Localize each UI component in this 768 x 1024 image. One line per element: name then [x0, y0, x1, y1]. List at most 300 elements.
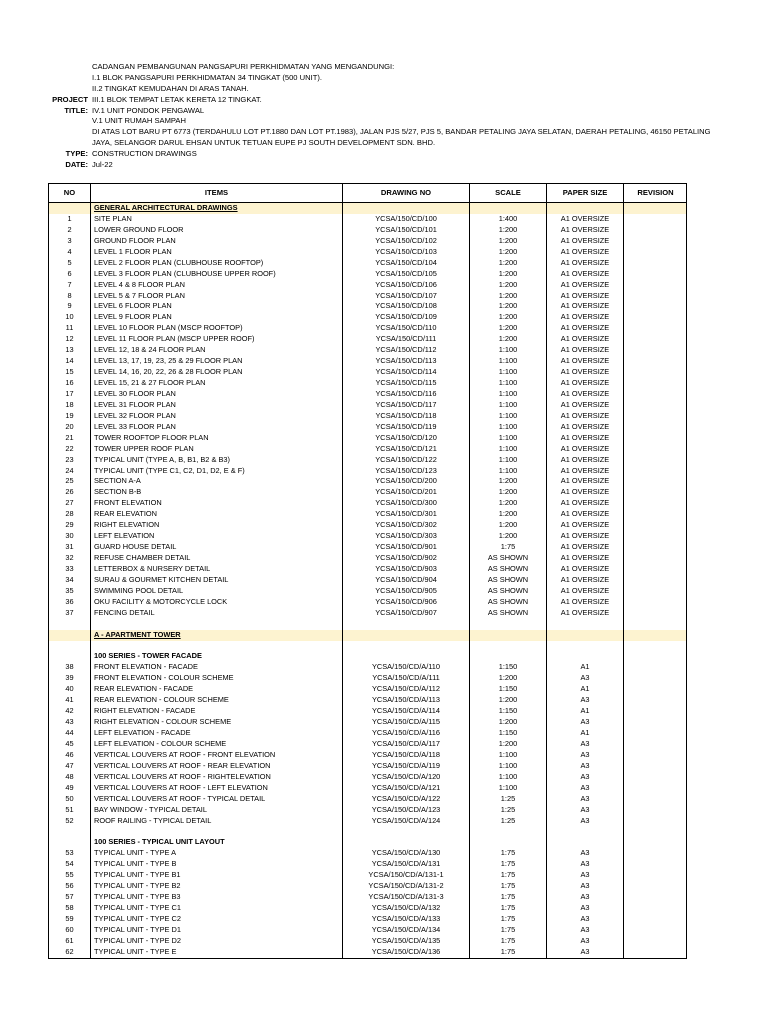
- row-revision: [623, 575, 687, 586]
- row-paper-size: [546, 837, 623, 848]
- row-scale: 1:400: [469, 214, 546, 225]
- header-text: I.1 BLOK PANGSAPURI PERKHIDMATAN 34 TINGKAT (500 UNIT).: [92, 72, 322, 82]
- row-revision: [623, 794, 687, 805]
- row-item: LEVEL 15, 21 & 27 FLOOR PLAN: [90, 378, 342, 389]
- row-revision: [623, 291, 687, 302]
- row-scale: 1:100: [469, 356, 546, 367]
- col-header-paper-size: PAPER SIZE: [546, 184, 623, 202]
- row-item: LEVEL 30 FLOOR PLAN: [90, 389, 342, 400]
- row-item: FRONT ELEVATION: [90, 498, 342, 509]
- row-no: 33: [65, 563, 74, 573]
- row-no: 35: [65, 585, 74, 595]
- row-paper-size: A1 OVERSIZE: [546, 280, 623, 291]
- row-paper-size: [546, 203, 623, 214]
- row-revision: [623, 914, 687, 925]
- row-item: LEVEL 10 FLOOR PLAN (MSCP ROOFTOP): [90, 323, 342, 334]
- row-drawing-no: YCSA/150/CD/A/123: [342, 805, 469, 816]
- row-paper-size: A1 OVERSIZE: [546, 498, 623, 509]
- table-row: [49, 312, 686, 323]
- row-revision: [623, 400, 687, 411]
- row-paper-size: [546, 651, 623, 662]
- row-item: RIGHT ELEVATION - FACADE: [90, 706, 342, 717]
- row-paper-size: A1 OVERSIZE: [546, 487, 623, 498]
- blank-row: [49, 619, 686, 630]
- row-item: LEVEL 33 FLOOR PLAN: [90, 422, 342, 433]
- row-paper-size: A3: [546, 695, 623, 706]
- row-revision: [623, 323, 687, 334]
- row-scale: 1:100: [469, 422, 546, 433]
- row-revision: [623, 367, 687, 378]
- table-row: [49, 575, 686, 586]
- row-revision: [623, 509, 687, 520]
- row-paper-size: A1 OVERSIZE: [546, 247, 623, 258]
- row-item: LEVEL 14, 16, 20, 22, 26 & 28 FLOOR PLAN: [90, 367, 342, 378]
- row-revision: [623, 433, 687, 444]
- row-scale: 1:200: [469, 520, 546, 531]
- row-revision: [623, 455, 687, 466]
- row-no: 23: [65, 454, 74, 464]
- header-text: CONSTRUCTION DRAWINGS: [92, 149, 197, 159]
- header-line: [0, 116, 768, 127]
- row-revision: [623, 487, 687, 498]
- row-paper-size: A1 OVERSIZE: [546, 334, 623, 345]
- row-item: [90, 619, 342, 630]
- row-no: 62: [65, 946, 74, 956]
- row-revision: [623, 673, 687, 684]
- row-item: [90, 651, 342, 662]
- row-no: 49: [65, 782, 74, 792]
- table-row: [49, 892, 686, 903]
- row-item: LOWER GROUND FLOOR: [90, 225, 342, 236]
- row-no: 44: [65, 728, 74, 737]
- row-scale: 1:25: [469, 816, 546, 827]
- row-revision: [623, 225, 687, 236]
- row-scale: 1:200: [469, 247, 546, 258]
- header-line: [0, 106, 768, 117]
- row-drawing-no: YCSA/150/CD/105: [342, 269, 469, 280]
- row-scale: AS SHOWN: [469, 608, 546, 619]
- row-no: 2: [67, 224, 72, 234]
- row-item: LEVEL 5 & 7 FLOOR PLAN: [90, 291, 342, 302]
- row-item: VERTICAL LOUVERS AT ROOF - FRONT ELEVATION: [90, 750, 342, 761]
- row-paper-size: A1 OVERSIZE: [546, 531, 623, 542]
- table-row: [49, 761, 686, 772]
- row-paper-size: A3: [546, 673, 623, 684]
- row-scale: [469, 837, 546, 848]
- row-item: TOWER UPPER ROOF PLAN: [90, 444, 342, 455]
- row-revision: [623, 870, 687, 881]
- row-no: 32: [65, 553, 74, 562]
- row-paper-size: A1 OVERSIZE: [546, 433, 623, 444]
- row-scale: [469, 630, 546, 641]
- row-drawing-no: YCSA/150/CD/A/133: [342, 914, 469, 925]
- row-item: [90, 203, 342, 214]
- row-scale: 1:200: [469, 695, 546, 706]
- row-revision: [623, 903, 687, 914]
- row-no: 56: [65, 881, 74, 891]
- header-text: Jul-22: [92, 160, 113, 170]
- row-revision: [623, 706, 687, 717]
- drawing-register-table: [48, 183, 687, 959]
- row-revision: [623, 422, 687, 433]
- row-drawing-no: YCSA/150/CD/111: [342, 334, 469, 345]
- row-no: 29: [65, 520, 74, 530]
- subsection-row: [49, 651, 686, 662]
- row-drawing-no: YCSA/150/CD/116: [342, 389, 469, 400]
- row-scale: AS SHOWN: [469, 597, 546, 608]
- row-scale: AS SHOWN: [469, 575, 546, 586]
- table-row: [49, 717, 686, 728]
- row-paper-size: A1: [546, 662, 623, 673]
- row-revision: [623, 203, 687, 214]
- header-label: TYPE:: [65, 149, 88, 159]
- table-row: [49, 214, 686, 225]
- row-no: 60: [65, 924, 74, 934]
- table-row: [49, 345, 686, 356]
- header-line: [0, 62, 768, 73]
- row-revision: [623, 859, 687, 870]
- row-drawing-no: YCSA/150/CD/A/124: [342, 816, 469, 827]
- row-scale: 1:100: [469, 761, 546, 772]
- row-no: 1: [67, 213, 72, 223]
- row-drawing-no: YCSA/150/CD/102: [342, 236, 469, 247]
- row-no: 51: [65, 804, 74, 814]
- row-item: VERTICAL LOUVERS AT ROOF - LEFT ELEVATION: [90, 783, 342, 794]
- col-header-items: ITEMS: [90, 184, 342, 202]
- row-revision: [623, 662, 687, 673]
- row-scale: 1:200: [469, 498, 546, 509]
- row-item: TYPICAL UNIT - TYPE E: [90, 947, 342, 958]
- row-no: 48: [65, 771, 74, 781]
- row-scale: 1:200: [469, 476, 546, 487]
- row-paper-size: A3: [546, 903, 623, 914]
- row-drawing-no: YCSA/150/CD/114: [342, 367, 469, 378]
- row-drawing-no: YCSA/150/CD/A/122: [342, 794, 469, 805]
- row-no: 22: [65, 443, 74, 453]
- row-revision: [623, 608, 687, 619]
- row-drawing-no: YCSA/150/CD/113: [342, 356, 469, 367]
- row-no: 54: [65, 859, 74, 869]
- row-scale: 1:75: [469, 892, 546, 903]
- row-drawing-no: YCSA/150/CD/903: [342, 564, 469, 575]
- row-no: 27: [65, 498, 74, 508]
- row-paper-size: A3: [546, 859, 623, 870]
- row-revision: [623, 641, 687, 652]
- row-paper-size: [546, 641, 623, 652]
- row-no: 28: [65, 509, 74, 519]
- row-item: FRONT ELEVATION - FACADE: [90, 662, 342, 673]
- row-no: 5: [67, 257, 72, 267]
- row-revision: [623, 848, 687, 859]
- row-paper-size: A1 OVERSIZE: [546, 356, 623, 367]
- row-revision: [623, 936, 687, 947]
- row-no: 52: [65, 815, 74, 825]
- table-row: [49, 498, 686, 509]
- row-no: 6: [67, 268, 72, 278]
- table-row: [49, 564, 686, 575]
- row-drawing-no: YCSA/150/CD/108: [342, 301, 469, 312]
- blank-row: [49, 826, 686, 837]
- row-paper-size: A1 OVERSIZE: [546, 301, 623, 312]
- row-revision: [623, 301, 687, 312]
- row-scale: 1:100: [469, 411, 546, 422]
- row-item: TYPICAL UNIT - TYPE B2: [90, 881, 342, 892]
- row-scale: [469, 203, 546, 214]
- row-item: TYPICAL UNIT - TYPE B: [90, 859, 342, 870]
- table-row: [49, 291, 686, 302]
- row-drawing-no: YCSA/150/CD/122: [342, 455, 469, 466]
- row-item: TYPICAL UNIT - TYPE B1: [90, 870, 342, 881]
- row-drawing-no: YCSA/150/CD/905: [342, 586, 469, 597]
- row-drawing-no: YCSA/150/CD/A/112: [342, 684, 469, 695]
- row-drawing-no: YCSA/150/CD/103: [342, 247, 469, 258]
- row-scale: 1:100: [469, 466, 546, 477]
- row-no: 30: [65, 531, 74, 541]
- row-scale: 1:200: [469, 509, 546, 520]
- row-paper-size: [546, 630, 623, 641]
- row-drawing-no: [342, 203, 469, 214]
- table-row: [49, 870, 686, 881]
- row-revision: [623, 826, 687, 837]
- row-paper-size: A1 OVERSIZE: [546, 466, 623, 477]
- row-scale: 1:200: [469, 531, 546, 542]
- row-paper-size: A3: [546, 947, 623, 958]
- row-paper-size: A1 OVERSIZE: [546, 367, 623, 378]
- row-scale: [469, 619, 546, 630]
- row-scale: 1:75: [469, 936, 546, 947]
- table-row: [49, 794, 686, 805]
- row-no: 19: [65, 410, 74, 420]
- table-row: [49, 323, 686, 334]
- row-scale: 1:150: [469, 662, 546, 673]
- row-revision: [623, 334, 687, 345]
- row-item: VERTICAL LOUVERS AT ROOF - TYPICAL DETAIL: [90, 794, 342, 805]
- row-revision: [623, 564, 687, 575]
- header-text: V.1 UNIT RUMAH SAMPAH: [92, 116, 186, 126]
- row-scale: 1:200: [469, 258, 546, 269]
- row-item: [90, 837, 342, 848]
- table-row: [49, 728, 686, 739]
- row-drawing-no: YCSA/150/CD/A/136: [342, 947, 469, 958]
- row-revision: [623, 531, 687, 542]
- row-item: SITE PLAN: [90, 214, 342, 225]
- table-row: [49, 936, 686, 947]
- row-scale: 1:25: [469, 794, 546, 805]
- row-item: BAY WINDOW - TYPICAL DETAIL: [90, 805, 342, 816]
- row-revision: [623, 750, 687, 761]
- row-item: TYPICAL UNIT - TYPE D2: [90, 936, 342, 947]
- row-item: LEVEL 32 FLOOR PLAN: [90, 411, 342, 422]
- row-paper-size: A3: [546, 936, 623, 947]
- row-paper-size: A1 OVERSIZE: [546, 542, 623, 553]
- header-label: DATE:: [65, 160, 88, 170]
- table-row: [49, 356, 686, 367]
- subsection-title: 100 SERIES - TOWER FACADE: [94, 651, 202, 661]
- row-drawing-no: YCSA/150/CD/101: [342, 225, 469, 236]
- row-drawing-no: YCSA/150/CD/906: [342, 597, 469, 608]
- row-paper-size: A3: [546, 761, 623, 772]
- table-row: [49, 859, 686, 870]
- row-no: 16: [65, 378, 74, 387]
- row-paper-size: A1 OVERSIZE: [546, 389, 623, 400]
- row-item: TYPICAL UNIT (TYPE A, B, B1, B2 & B3): [90, 455, 342, 466]
- row-revision: [623, 816, 687, 827]
- row-drawing-no: YCSA/150/CD/300: [342, 498, 469, 509]
- row-item: REAR ELEVATION: [90, 509, 342, 520]
- row-revision: [623, 498, 687, 509]
- row-paper-size: A1 OVERSIZE: [546, 444, 623, 455]
- row-paper-size: A1 OVERSIZE: [546, 608, 623, 619]
- row-scale: 1:200: [469, 280, 546, 291]
- row-no: [49, 630, 90, 641]
- row-drawing-no: YCSA/150/CD/901: [342, 542, 469, 553]
- row-revision: [623, 717, 687, 728]
- row-item: RIGHT ELEVATION - COLOUR SCHEME: [90, 717, 342, 728]
- row-no: 17: [65, 388, 74, 398]
- table-row: [49, 783, 686, 794]
- row-drawing-no: YCSA/150/CD/A/111: [342, 673, 469, 684]
- row-drawing-no: YCSA/150/CD/123: [342, 466, 469, 477]
- row-drawing-no: YCSA/150/CD/107: [342, 291, 469, 302]
- row-paper-size: [546, 619, 623, 630]
- row-no: [49, 619, 90, 630]
- row-drawing-no: YCSA/150/CD/302: [342, 520, 469, 531]
- row-scale: 1:100: [469, 389, 546, 400]
- row-drawing-no: YCSA/150/CD/A/110: [342, 662, 469, 673]
- row-revision: [623, 236, 687, 247]
- row-scale: 1:150: [469, 728, 546, 739]
- table-row: [49, 531, 686, 542]
- table-row: [49, 367, 686, 378]
- row-drawing-no: YCSA/150/CD/A/116: [342, 728, 469, 739]
- row-revision: [623, 356, 687, 367]
- row-scale: 1:100: [469, 400, 546, 411]
- row-item: LEVEL 2 FLOOR PLAN (CLUBHOUSE ROOFTOP): [90, 258, 342, 269]
- row-paper-size: A3: [546, 816, 623, 827]
- table-row: [49, 695, 686, 706]
- row-no: 25: [65, 476, 74, 486]
- row-paper-size: A1 OVERSIZE: [546, 553, 623, 564]
- row-revision: [623, 269, 687, 280]
- row-no: 9: [67, 301, 72, 311]
- row-revision: [623, 520, 687, 531]
- row-revision: [623, 597, 687, 608]
- table-row: [49, 269, 686, 280]
- row-scale: 1:200: [469, 717, 546, 728]
- row-drawing-no: YCSA/150/CD/121: [342, 444, 469, 455]
- row-scale: 1:75: [469, 914, 546, 925]
- row-scale: 1:100: [469, 378, 546, 389]
- table-row: [49, 422, 686, 433]
- row-drawing-no: YCSA/150/CD/907: [342, 608, 469, 619]
- row-drawing-no: YCSA/150/CD/201: [342, 487, 469, 498]
- row-scale: [469, 651, 546, 662]
- table-row: [49, 466, 686, 477]
- row-revision: [623, 280, 687, 291]
- row-item: OKU FACILITY & MOTORCYCLE LOCK: [90, 597, 342, 608]
- row-item: VERTICAL LOUVERS AT ROOF - REAR ELEVATION: [90, 761, 342, 772]
- row-no: 55: [65, 870, 74, 880]
- row-drawing-no: YCSA/150/CD/A/131-1: [342, 870, 469, 881]
- row-drawing-no: YCSA/150/CD/110: [342, 323, 469, 334]
- table-row: [49, 597, 686, 608]
- table-row: [49, 247, 686, 258]
- row-paper-size: A1 OVERSIZE: [546, 509, 623, 520]
- row-paper-size: A1 OVERSIZE: [546, 564, 623, 575]
- row-item: SECTION A-A: [90, 476, 342, 487]
- row-no: 11: [65, 323, 74, 333]
- row-paper-size: A1 OVERSIZE: [546, 378, 623, 389]
- row-no: [49, 651, 90, 662]
- table-row: [49, 258, 686, 269]
- row-item: [90, 826, 342, 837]
- row-drawing-no: YCSA/150/CD/109: [342, 312, 469, 323]
- row-item: [90, 630, 342, 641]
- row-revision: [623, 761, 687, 772]
- table-row: [49, 706, 686, 717]
- row-paper-size: A1 OVERSIZE: [546, 520, 623, 531]
- row-drawing-no: YCSA/150/CD/301: [342, 509, 469, 520]
- row-scale: 1:75: [469, 903, 546, 914]
- row-revision: [623, 684, 687, 695]
- row-no: 59: [65, 913, 74, 923]
- header-label: PROJECT: [52, 94, 88, 104]
- table-row: [49, 772, 686, 783]
- row-paper-size: A1 OVERSIZE: [546, 597, 623, 608]
- row-paper-size: A1 OVERSIZE: [546, 586, 623, 597]
- row-item: LEVEL 9 FLOOR PLAN: [90, 312, 342, 323]
- row-revision: [623, 892, 687, 903]
- row-no: 14: [65, 356, 74, 366]
- row-scale: 1:200: [469, 739, 546, 750]
- row-drawing-no: YCSA/150/CD/A/120: [342, 772, 469, 783]
- row-drawing-no: YCSA/150/CD/902: [342, 553, 469, 564]
- table-row: [49, 881, 686, 892]
- row-scale: AS SHOWN: [469, 586, 546, 597]
- header-line: [0, 73, 768, 84]
- table-row: [49, 520, 686, 531]
- row-drawing-no: YCSA/150/CD/106: [342, 280, 469, 291]
- row-drawing-no: YCSA/150/CD/117: [342, 400, 469, 411]
- row-no: 20: [65, 421, 74, 431]
- row-revision: [623, 258, 687, 269]
- row-revision: [623, 378, 687, 389]
- row-item: REAR ELEVATION - COLOUR SCHEME: [90, 695, 342, 706]
- row-paper-size: A1 OVERSIZE: [546, 400, 623, 411]
- row-no: 42: [65, 706, 74, 716]
- row-scale: [469, 826, 546, 837]
- row-no: 12: [65, 334, 74, 344]
- row-paper-size: A1: [546, 684, 623, 695]
- row-paper-size: A1 OVERSIZE: [546, 575, 623, 586]
- row-paper-size: A3: [546, 750, 623, 761]
- blank-row: [49, 641, 686, 652]
- row-no: 39: [65, 673, 74, 683]
- row-drawing-no: YCSA/150/CD/100: [342, 214, 469, 225]
- row-paper-size: A1: [546, 706, 623, 717]
- row-item: [90, 641, 342, 652]
- row-revision: [623, 947, 687, 958]
- row-drawing-no: [342, 641, 469, 652]
- row-item: GROUND FLOOR PLAN: [90, 236, 342, 247]
- row-drawing-no: YCSA/150/CD/104: [342, 258, 469, 269]
- row-no: [49, 641, 90, 652]
- row-scale: 1:200: [469, 334, 546, 345]
- row-drawing-no: YCSA/150/CD/200: [342, 476, 469, 487]
- row-scale: 1:100: [469, 783, 546, 794]
- row-drawing-no: [342, 651, 469, 662]
- row-item: LEVEL 4 & 8 FLOOR PLAN: [90, 280, 342, 291]
